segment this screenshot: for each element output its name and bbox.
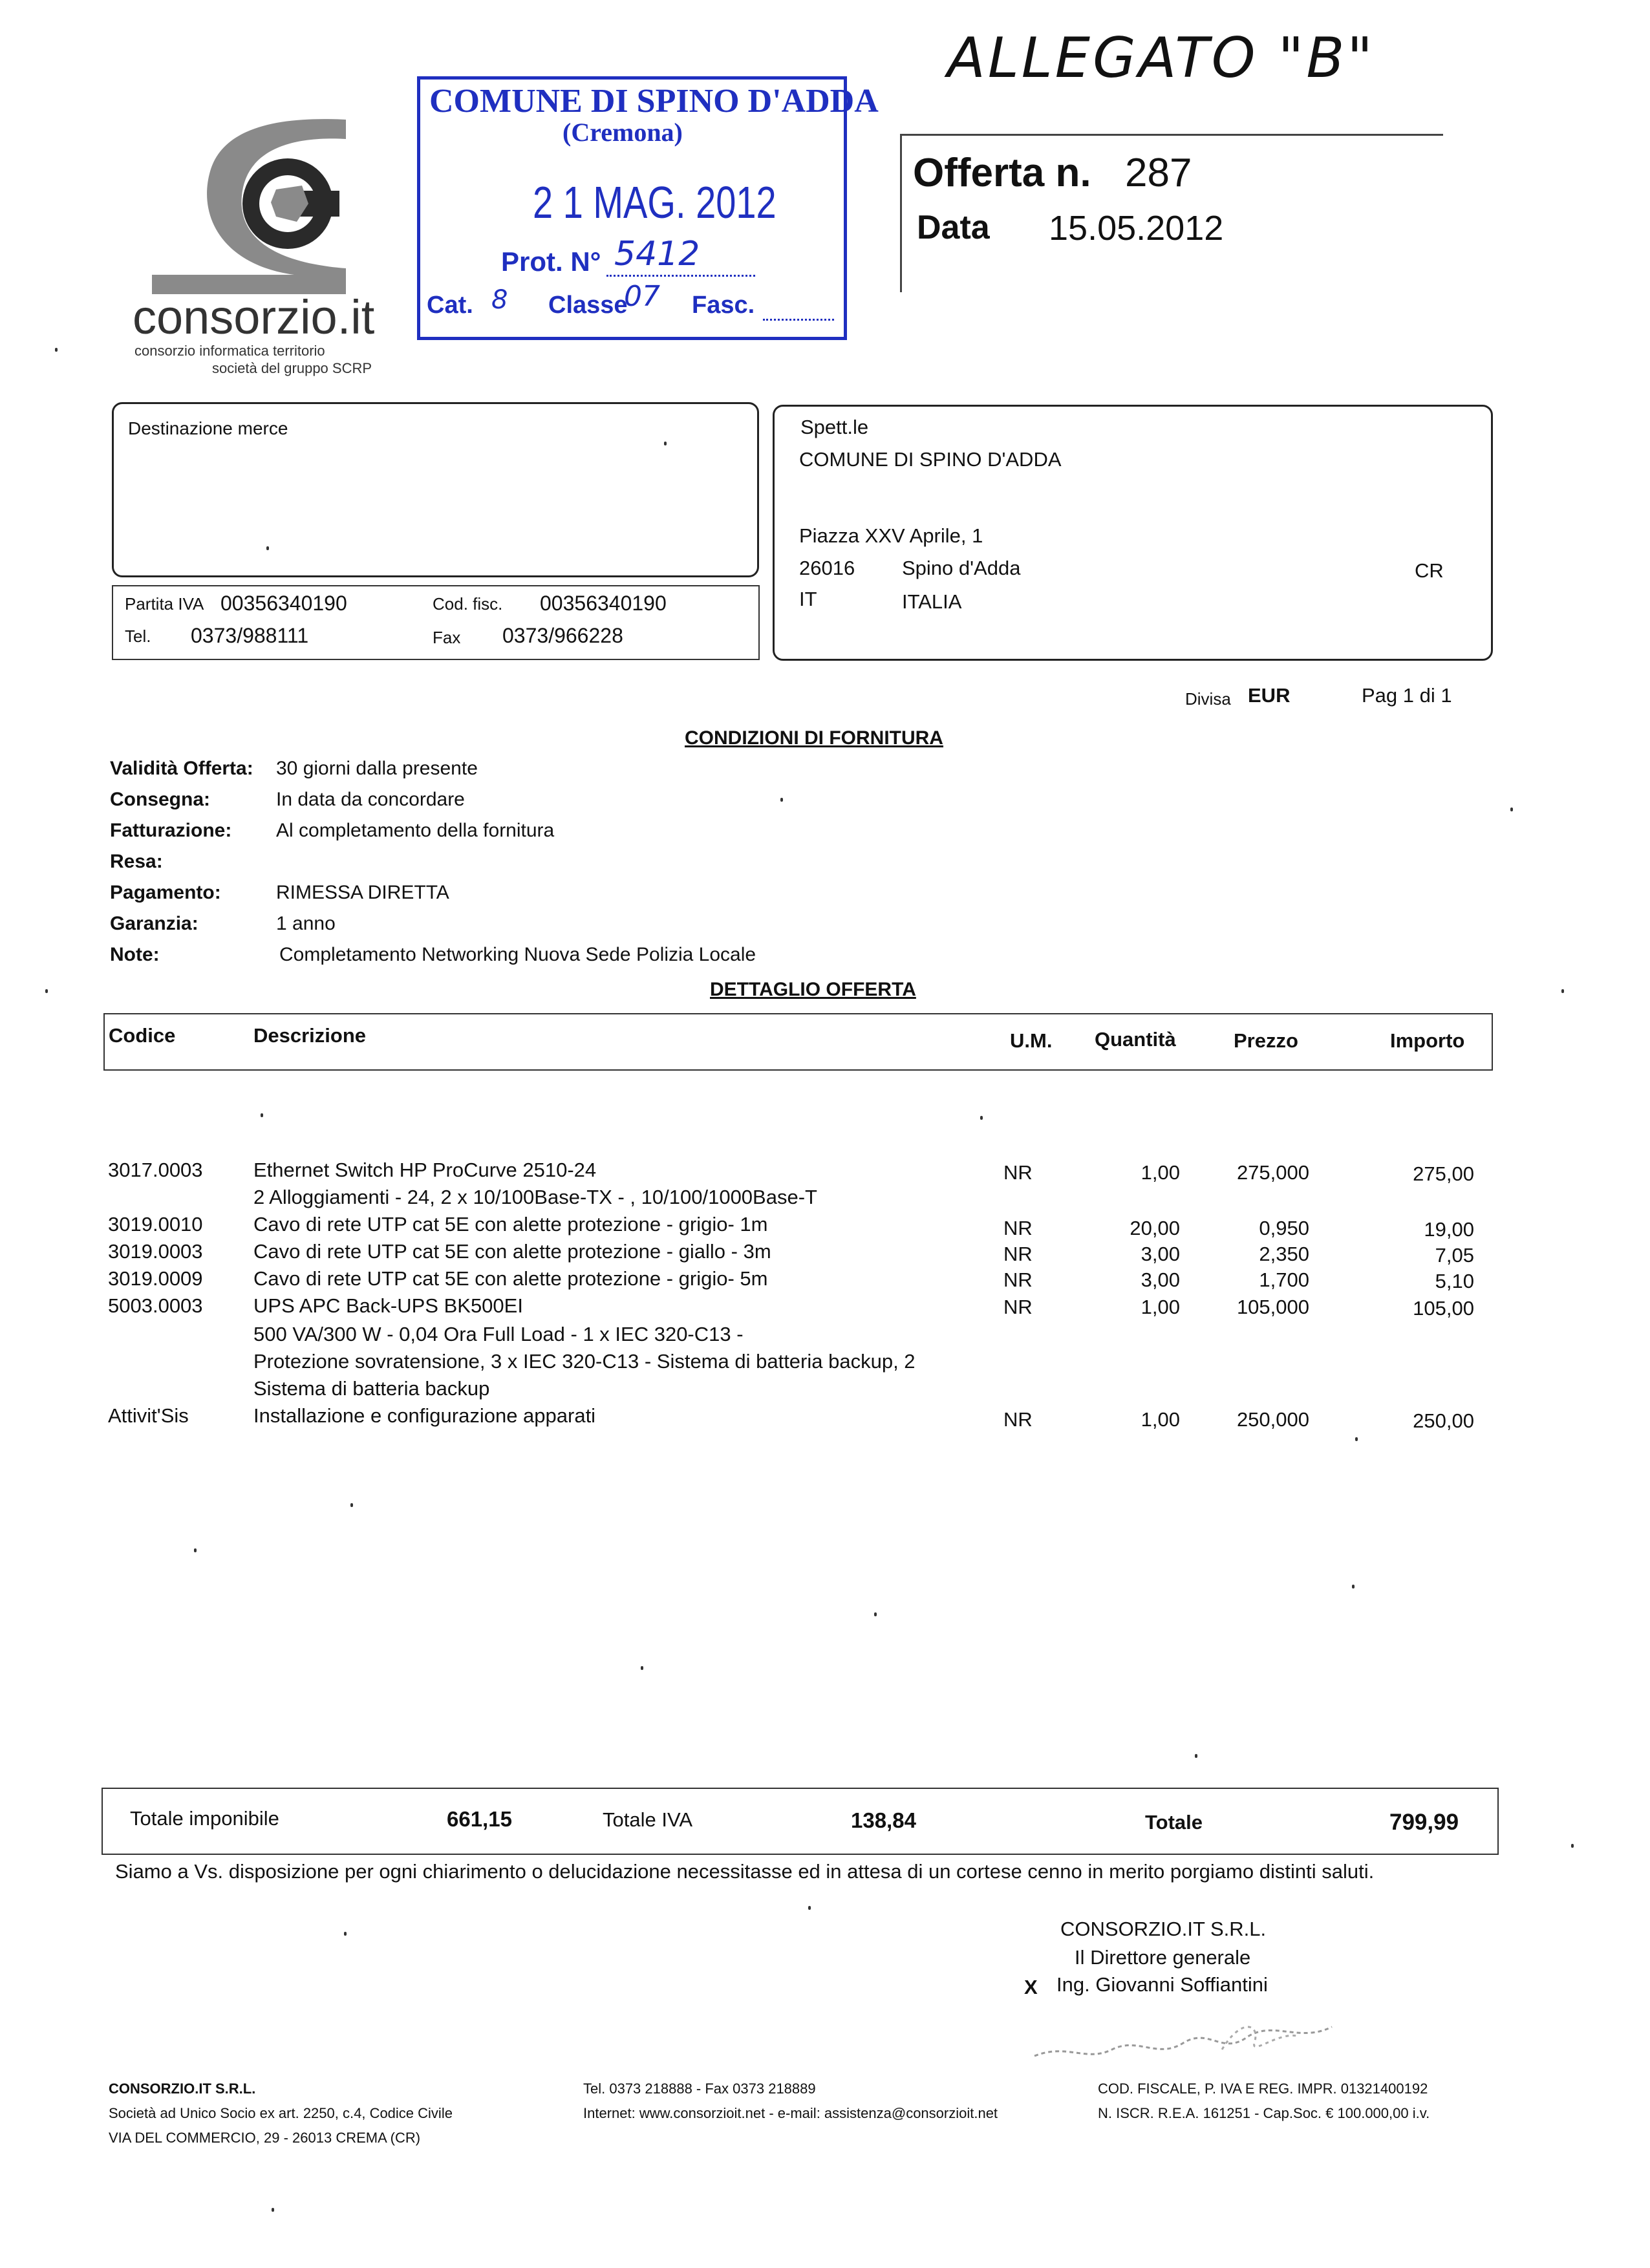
cell-qty: 1,00 bbox=[1141, 1408, 1180, 1431]
consorzio-logo-icon bbox=[133, 113, 352, 297]
stamp-classe-label: Classe bbox=[548, 292, 628, 319]
stamp-prot-value: 5412 bbox=[614, 235, 700, 273]
condition-value-garanzia: 1 anno bbox=[276, 913, 336, 934]
page-indicator: Pag 1 di 1 bbox=[1362, 684, 1452, 707]
cell-um: NR bbox=[1003, 1268, 1033, 1291]
condition-label-garanzia: Garanzia: bbox=[110, 913, 198, 934]
footer-column-registry bbox=[1098, 2077, 1430, 2126]
cell-code: 3019.0010 bbox=[108, 1213, 203, 1236]
cell-qty: 1,00 bbox=[1141, 1161, 1180, 1184]
offer-number-label: Offerta n. bbox=[913, 151, 1091, 195]
condition-label-pagamento: Pagamento: bbox=[110, 882, 221, 903]
recipient-box bbox=[773, 405, 1493, 661]
stamp-cat-label: Cat. bbox=[427, 292, 473, 319]
fiscal-box bbox=[112, 585, 760, 660]
footer-rea: N. ISCR. R.E.A. 161251 - Cap.Soc. € 100.000,00 i.v. bbox=[1098, 2105, 1430, 2121]
total-iva-label: Totale IVA bbox=[603, 1808, 693, 1831]
cell-um: NR bbox=[1003, 1243, 1033, 1265]
footer-company-legal: Società ad Unico Socio ex art. 2250, c.4, Codice Civile bbox=[109, 2105, 453, 2121]
table-row bbox=[0, 1377, 1650, 1404]
cell-qty: 20,00 bbox=[1130, 1217, 1180, 1239]
header-qty: Quantità bbox=[1095, 1028, 1176, 1051]
signature-company: CONSORZIO.IT S.R.L. bbox=[1060, 1918, 1267, 1940]
cell-price: 1,700 bbox=[1259, 1268, 1309, 1291]
offer-date: 15.05.2012 bbox=[1049, 209, 1224, 248]
totals-box bbox=[102, 1788, 1499, 1855]
total-iva-value: 138,84 bbox=[851, 1808, 916, 1832]
cell-desc: Ethernet Switch HP ProCurve 2510-24 bbox=[253, 1159, 597, 1181]
offer-header-vline bbox=[900, 134, 902, 292]
cell-amount: 5,10 bbox=[1435, 1270, 1474, 1292]
scan-speck bbox=[266, 546, 269, 550]
cell-price: 275,000 bbox=[1236, 1161, 1309, 1184]
condition-label-validita: Validità Offerta: bbox=[110, 758, 253, 779]
detail-title: DETTAGLIO OFFERTA bbox=[710, 979, 916, 1000]
cell-desc: UPS APC Back-UPS BK500EI bbox=[253, 1294, 523, 1317]
header-um: U.M. bbox=[1010, 1029, 1053, 1052]
cell-desc: Cavo di rete UTP cat 5E con alette protezione - giallo - 3m bbox=[253, 1240, 771, 1263]
condition-value-pagamento: RIMESSA DIRETTA bbox=[276, 882, 449, 903]
cell-amount: 7,05 bbox=[1435, 1244, 1474, 1267]
scan-speck bbox=[55, 348, 58, 352]
cell-price: 0,950 bbox=[1259, 1217, 1309, 1239]
stamp-classe-value: 07 bbox=[624, 280, 660, 313]
piva-label: Partita IVA bbox=[125, 594, 204, 614]
tel-value: 0373/988111 bbox=[191, 624, 309, 647]
fax-label: Fax bbox=[433, 628, 461, 647]
footer-column-company bbox=[109, 2077, 453, 2150]
condition-label-resa: Resa: bbox=[110, 851, 163, 872]
scan-speck bbox=[1571, 1844, 1574, 1848]
offer-date-label: Data bbox=[917, 209, 990, 246]
cell-code: 3019.0009 bbox=[108, 1267, 203, 1290]
total-label: Totale bbox=[1145, 1811, 1203, 1834]
table-row bbox=[0, 1159, 1650, 1186]
cell-price: 250,000 bbox=[1236, 1408, 1309, 1431]
cf-label: Cod. fisc. bbox=[433, 594, 503, 614]
recipient-country-code: IT bbox=[799, 588, 817, 610]
header-price: Prezzo bbox=[1234, 1029, 1298, 1052]
recipient-address: Piazza XXV Aprile, 1 bbox=[799, 524, 983, 547]
fax-value: 0373/966228 bbox=[502, 624, 623, 647]
protocol-stamp bbox=[417, 76, 879, 340]
stamp-fasc-label: Fasc. bbox=[692, 292, 755, 319]
total-imponibile-label: Totale imponibile bbox=[130, 1807, 279, 1830]
company-logo-text: consorzio.it bbox=[133, 290, 375, 344]
stamp-subtitle: (Cremona) bbox=[562, 118, 683, 147]
scan-speck bbox=[1195, 1754, 1197, 1758]
footer-company-address: VIA DEL COMMERCIO, 29 - 26013 CREMA (CR) bbox=[109, 2130, 421, 2146]
offer-number: 287 bbox=[1125, 151, 1192, 195]
handwritten-annotation: ALLEGATO "B" bbox=[947, 26, 1375, 91]
header-amount: Importo bbox=[1390, 1029, 1465, 1052]
condition-value-fatturazione: Al completamento della fornitura bbox=[276, 820, 555, 841]
cell-um: NR bbox=[1003, 1217, 1033, 1239]
scan-speck bbox=[1510, 808, 1513, 811]
table-row bbox=[0, 1186, 1650, 1213]
table-row bbox=[0, 1240, 1650, 1267]
footer-phone: Tel. 0373 218888 - Fax 0373 218889 bbox=[583, 2081, 816, 2097]
recipient-province: CR bbox=[1415, 559, 1444, 582]
company-tagline: consorzio informatica territorio bbox=[134, 343, 325, 359]
destination-box bbox=[112, 402, 759, 577]
scan-speck bbox=[808, 1906, 811, 1910]
header-desc: Descrizione bbox=[253, 1024, 367, 1047]
condition-label-note: Note: bbox=[110, 944, 160, 965]
footer-column-contacts bbox=[583, 2077, 998, 2126]
recipient-cap: 26016 bbox=[799, 557, 855, 579]
scan-speck bbox=[664, 442, 667, 445]
scan-speck bbox=[1561, 989, 1564, 993]
signature-mark: X bbox=[1024, 1976, 1038, 1998]
footer-company-name: CONSORZIO.IT S.R.L. bbox=[109, 2081, 256, 2097]
table-row bbox=[0, 1213, 1650, 1240]
scan-speck bbox=[45, 989, 48, 993]
currency-value: EUR bbox=[1248, 684, 1291, 707]
recipient-country: ITALIA bbox=[902, 590, 962, 613]
cell-desc: Installazione e configurazione apparati bbox=[253, 1404, 596, 1427]
tel-label: Tel. bbox=[125, 626, 151, 646]
cell-qty: 3,00 bbox=[1141, 1243, 1180, 1265]
cell-qty: 1,00 bbox=[1141, 1296, 1180, 1318]
cell-price: 2,350 bbox=[1259, 1243, 1309, 1265]
recipient-salutation: Spett.le bbox=[800, 416, 869, 438]
cell-qty: 3,00 bbox=[1141, 1268, 1180, 1291]
footer-web: Internet: www.consorzioit.net - e-mail: assistenza@consorzioit.net bbox=[583, 2105, 998, 2121]
destination-label: Destinazione merce bbox=[128, 418, 288, 438]
cell-desc: 2 Alloggiamenti - 24, 2 x 10/100Base-TX - , 10/100/1000Base-T bbox=[253, 1186, 817, 1208]
cell-amount: 105,00 bbox=[1413, 1297, 1474, 1320]
condition-value-consegna: In data da concordare bbox=[276, 789, 465, 810]
condition-value-validita: 30 giorni dalla presente bbox=[276, 758, 478, 779]
scan-speck bbox=[344, 1932, 347, 1936]
footer-tax-code: COD. FISCALE, P. IVA E REG. IMPR. 01321400192 bbox=[1098, 2081, 1428, 2097]
stamp-fasc-line bbox=[763, 319, 834, 321]
cell-amount: 275,00 bbox=[1413, 1162, 1474, 1185]
cell-desc: Protezione sovratensione, 3 x IEC 320-C13 - Sistema di batteria backup, 2 bbox=[253, 1350, 916, 1373]
currency-label: Divisa bbox=[1185, 689, 1231, 709]
piva-value: 00356340190 bbox=[220, 592, 347, 615]
cell-amount: 19,00 bbox=[1424, 1218, 1474, 1241]
cell-code: 3017.0003 bbox=[108, 1159, 203, 1181]
cell-um: NR bbox=[1003, 1296, 1033, 1318]
cell-price: 105,000 bbox=[1236, 1296, 1309, 1318]
scan-speck bbox=[980, 1116, 983, 1120]
cell-desc: Sistema di batteria backup bbox=[253, 1377, 490, 1400]
condition-label-consegna: Consegna: bbox=[110, 789, 211, 810]
cell-code: 3019.0003 bbox=[108, 1240, 203, 1263]
scan-speck bbox=[641, 1666, 643, 1670]
cell-amount: 250,00 bbox=[1413, 1409, 1474, 1432]
scan-speck bbox=[272, 2208, 274, 2212]
cell-um: NR bbox=[1003, 1161, 1033, 1184]
cell-code: Attivit'Sis bbox=[108, 1404, 189, 1427]
cell-desc: Cavo di rete UTP cat 5E con alette protezione - grigio- 5m bbox=[253, 1267, 768, 1290]
cell-um: NR bbox=[1003, 1408, 1033, 1431]
signature-name: Ing. Giovanni Soffiantini bbox=[1056, 1973, 1268, 1996]
signature-scribble-icon bbox=[1028, 2004, 1351, 2069]
stamp-cat-value: 8 bbox=[491, 285, 508, 315]
total-value: 799,99 bbox=[1389, 1810, 1459, 1835]
condition-value-note: Completamento Networking Nuova Sede Polizia Locale bbox=[279, 944, 756, 965]
closing-text: Siamo a Vs. disposizione per ogni chiarimento o delucidazione necessitasse ed in attesa di un cortese cenno in merito porgiamo distinti saluti. bbox=[115, 1860, 1375, 1883]
table-row bbox=[0, 1323, 1650, 1350]
scan-speck bbox=[1352, 1585, 1355, 1589]
table-row bbox=[0, 1350, 1650, 1377]
table-row bbox=[0, 1404, 1650, 1431]
company-group: società del gruppo SCRP bbox=[212, 360, 372, 376]
scan-speck bbox=[874, 1612, 877, 1616]
handwritten-signature bbox=[1028, 2004, 1351, 2069]
scan-speck bbox=[261, 1113, 263, 1117]
cell-desc: Cavo di rete UTP cat 5E con alette protezione - grigio- 1m bbox=[253, 1213, 768, 1236]
scan-speck bbox=[780, 798, 783, 802]
recipient-name: COMUNE DI SPINO D'ADDA bbox=[799, 448, 1062, 471]
scan-speck bbox=[350, 1503, 353, 1507]
recipient-city: Spino d'Adda bbox=[902, 557, 1021, 579]
condition-label-fatturazione: Fatturazione: bbox=[110, 820, 232, 841]
table-row bbox=[0, 1267, 1650, 1294]
table-row bbox=[0, 1294, 1650, 1321]
signature-role: Il Direttore generale bbox=[1075, 1946, 1251, 1969]
scan-speck bbox=[1355, 1437, 1358, 1441]
stamp-prot-label: Prot. N° bbox=[501, 246, 601, 277]
offer-header-line bbox=[900, 134, 1443, 136]
stamp-date: 2 1 MAG. 2012 bbox=[533, 177, 777, 228]
cell-code: 5003.0003 bbox=[108, 1294, 203, 1317]
cell-desc: 500 VA/300 W - 0,04 Ora Full Load - 1 x IEC 320-C13 - bbox=[253, 1323, 744, 1345]
header-code: Codice bbox=[109, 1024, 176, 1047]
company-logo bbox=[133, 113, 352, 297]
stamp-prot-line bbox=[606, 275, 755, 277]
conditions-title: CONDIZIONI DI FORNITURA bbox=[685, 727, 943, 749]
total-imponibile-value: 661,15 bbox=[447, 1807, 512, 1831]
cf-value: 00356340190 bbox=[540, 592, 667, 615]
scan-speck bbox=[194, 1548, 197, 1552]
stamp-title: COMUNE DI SPINO D'ADDA bbox=[429, 83, 879, 120]
